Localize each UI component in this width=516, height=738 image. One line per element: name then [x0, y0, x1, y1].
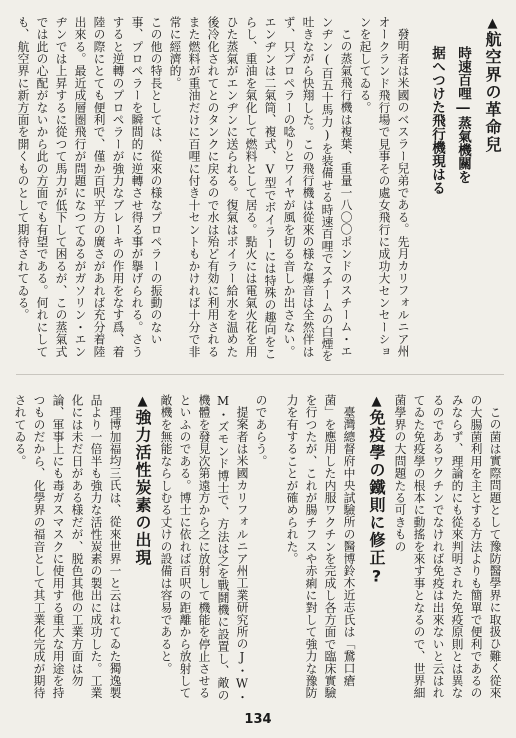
section-divider: [16, 374, 504, 375]
vaccine-intro: [282, 394, 358, 704]
vaccine-heading: ▲免疫學の鐵則に修正?: [367, 394, 386, 587]
aviation-subhead-2: 据へつけた飛行機現はる: [429, 46, 445, 195]
carbon-heading: ▲強力活性炭素の出現: [133, 394, 152, 567]
page-number: 134: [244, 712, 272, 727]
vaccine-body: [390, 394, 504, 704]
aviation-subhead-1: 時速百哩―蒸氣機關を: [455, 46, 471, 184]
bottom-band: [13, 394, 504, 704]
aviation-heading: ▲航空界の革命兒: [483, 16, 502, 154]
carbon-para-1: 理博加福均三氏は、從來世界一と云はれてゐた獨逸製品より一倍半も強力な活性炭素の製出に成功した。工業化には未だ日がある様だが、脱色其他の工業方面は勿論、軍事上にも毒ガスマスクに使用する重大な用途を持つものだから、化學界の福音として其工業化完成が期待されてゐる。: [13, 394, 122, 699]
xray-body-2: [156, 394, 270, 704]
vaccine-para-1: 臺灣總督府中央試驗所の醫博鈴木近志氏は「鵞口瘡菌」を應用した内服ワクチンを完成し各方面で臨床實驗を行つたが、これが腸チフスや赤痢に對して強力な豫防力を有することが確められた。: [285, 394, 356, 699]
vaccine-para-2: この菌は實際問題として豫防醫學界に取扱ひ難く從來の大腸菌利用を主とする方法よりも簡單で便利であるのみならず、理論的にも從來判明された免疫原則とは異なるのであるワクチンでなければ免疫は出來ないと云はれてゐた免疫學の根本に動搖を來す事となるので、世界細菌學界の大問題たる可きもの: [393, 394, 502, 699]
aviation-body: [13, 16, 412, 362]
aviation-para-3: この他の特長としては、從來の様なプロペラーの振動のない事、プロペラーを瞬間的に逆轉させ得る事が擧げられる。さうすると逆轉のプロペラーが強力なブレーキの作用をなす爲、着陸の際にとても便利で、僅か百呎平方の廣さがあれば充分着陸出來る。最近成層圏飛行が問題になつてゐるがガソリン・エンヂンでは上昇するに從つて馬力が低下して困るが、この蒸氣式では此の心配がないから此の方面でも有望である。何れにしても、航空界に新方面を開くものとして期待されてゐる。: [16, 16, 163, 358]
triangle-icon: ▲: [135, 394, 150, 409]
xray-ending: のであらう。: [254, 394, 268, 468]
top-band: [16, 16, 504, 362]
aviation-para-2: この蒸氣飛行機は複葉、重量一八〇〇ポンドのスチーム・エンヂン(百五十馬力)を装備せる時速百哩でスチームの白煙を吐きながら快翔した。この飛行機は從來の様な爆音は全然伴はず、只プロペラーの唸りとワイヤが風を切る音しか出さない。エンヂンは二氣筒、複式、V型でボイラーには特殊の趣向をこらし、重油を氣化して燃料として居る。點火には電氣火花を用ひた蒸氣がエンヂンに送られる。復氣はボイラー給水を温めた後冷化されてとのタンクに戻るので水は殆ど有効に利用されるまた燃料が重油だけに百哩に付き十セントもかければ十分で非常に經濟的。: [168, 16, 353, 362]
aviation-para-1: 發明者は米國のベスラー兒弟である。先月カリフォルニア州オークランド飛行場で見事その處女飛行に成功大センセーションを起してゐる。: [358, 16, 410, 358]
triangle-icon: ▲: [369, 394, 384, 409]
xray-heading: [0, 16, 1, 362]
triangle-icon: ▲: [485, 16, 500, 31]
carbon-body: [10, 394, 124, 704]
xray-para-2: 提案者は米國カリフォルニア州工業研究所のJ・W・M・ズモンド博士で、方法は之を戰鬪機に設置し、敵の機體を發見次第遠方から之に放射して機能を停止させるといふのである。博士に依れば百呎の距離から放射して敵機を無能ならしむる丈けの設備は容易であると。: [159, 394, 249, 703]
